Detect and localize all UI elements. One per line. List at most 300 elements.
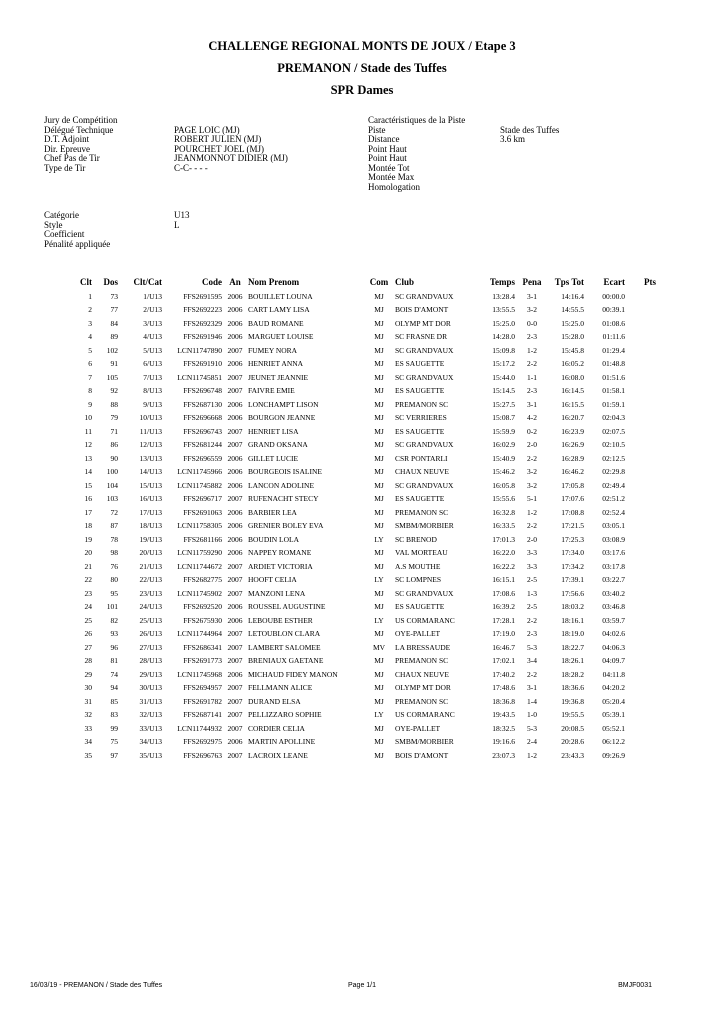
cell-penalties: 1-4 <box>527 696 537 706</box>
cell-penalties: 3-1 <box>527 683 537 692</box>
categorie-label-1: Style <box>44 219 63 230</box>
piste-value-1: Stade des Tuffes <box>500 124 560 135</box>
cell-rank-category: 15/U13 <box>139 480 162 490</box>
cell-penalties: 2-4 <box>527 737 537 746</box>
table-row <box>0 600 724 614</box>
table-row <box>0 438 724 452</box>
cell-penalties: 1-2 <box>527 750 537 760</box>
cell-club: SC LOMPNES <box>395 575 442 584</box>
cell-time: 18:32.5 <box>492 723 515 733</box>
cell-time: 15:40.9 <box>492 453 515 463</box>
cell-birth-year: 2007 <box>227 588 243 598</box>
cell-gap: 04:20.2 <box>602 683 625 692</box>
cell-total-time: 17:25.3 <box>561 534 584 544</box>
cell-birth-year: 2007 <box>227 656 243 665</box>
cell-penalties: 1-2 <box>527 507 537 517</box>
cell-birth-year: 2007 <box>227 750 243 760</box>
piste-label-4: Point Haut <box>368 153 407 163</box>
event-title: CHALLENGE REGIONAL MONTS DE JOUX / Etape 3 <box>208 39 516 53</box>
cell-total-time: 17:56.6 <box>561 588 584 598</box>
cell-gap: 02:52.4 <box>602 507 625 517</box>
cell-rank-category: 8/U13 <box>143 386 162 395</box>
cell-gap: 04:06.3 <box>602 642 625 652</box>
cell-rank-category: 9/U13 <box>143 399 162 409</box>
cell-committee: MJ <box>374 696 384 706</box>
cell-rank: 16 <box>84 494 92 503</box>
cell-committee: MJ <box>374 507 384 517</box>
cell-club: PREMANON SC <box>395 656 449 665</box>
cell-committee: MJ <box>374 359 384 368</box>
cell-total-time: 20:28.6 <box>561 737 584 746</box>
cell-licence-code: FFS2682775 <box>183 575 222 584</box>
cell-bib: 77 <box>110 305 118 314</box>
cell-time: 17:40.2 <box>492 669 515 679</box>
table-row <box>0 506 724 520</box>
cell-licence-code: LCN11744932 <box>177 723 222 733</box>
cell-birth-year: 2006 <box>227 332 243 341</box>
cell-gap: 01:59.1 <box>602 399 625 409</box>
cell-time: 17:28.1 <box>492 615 515 625</box>
cell-gap: 03:40.2 <box>602 588 625 598</box>
col-temps: Temps <box>489 277 515 287</box>
table-row <box>0 357 724 371</box>
cell-penalties: 2-3 <box>527 332 537 341</box>
categorie-value-2 <box>174 230 190 240</box>
cell-club: ES SAUGETTE <box>395 602 445 611</box>
cell-birth-year: 2006 <box>227 548 243 557</box>
cell-birth-year: 2006 <box>227 467 243 476</box>
cell-rank: 3 <box>88 318 92 328</box>
cell-gap: 03:22.7 <box>602 575 625 584</box>
piste-values <box>500 116 559 192</box>
cell-rank: 9 <box>88 399 92 409</box>
piste-label-1: Piste <box>368 124 386 135</box>
table-row <box>0 371 724 385</box>
cell-total-time: 17:34.0 <box>561 548 584 557</box>
cell-time: 13:55.5 <box>492 305 515 314</box>
cell-bib: 82 <box>110 615 118 625</box>
cell-licence-code: FFS2691773 <box>183 656 222 665</box>
cell-rank: 8 <box>88 386 92 395</box>
cell-club: SMBM/MORBIER <box>395 521 454 530</box>
table-row <box>0 519 724 533</box>
cell-committee: MJ <box>374 318 384 328</box>
cell-birth-year: 2006 <box>227 480 243 490</box>
cell-club: SC GRANDVAUX <box>395 440 454 449</box>
cell-penalties: 3-2 <box>527 467 537 476</box>
cell-total-time: 19:55.5 <box>561 710 584 719</box>
cell-gap: 03:59.7 <box>602 615 625 625</box>
table-row <box>0 492 724 506</box>
cell-time: 17:19.0 <box>492 629 515 638</box>
cell-gap: 05:39.1 <box>602 710 625 719</box>
cell-rank: 11 <box>84 426 92 436</box>
results-body <box>0 290 724 763</box>
col-tps-tot: Tps Tot <box>554 277 584 287</box>
cell-penalties: 5-3 <box>527 642 537 652</box>
col-dos: Dos <box>103 277 118 287</box>
cell-rank-category: 6/U13 <box>143 359 162 368</box>
cell-committee: MJ <box>374 413 384 422</box>
cell-rank-category: 27/U13 <box>139 642 162 652</box>
cell-licence-code: LCN11745902 <box>177 588 222 598</box>
cell-time: 16:15.1 <box>492 575 515 584</box>
table-row <box>0 749 724 763</box>
cell-birth-year: 2007 <box>227 426 243 436</box>
cell-time: 18:36.8 <box>492 696 515 706</box>
cell-birth-year: 2007 <box>227 575 243 584</box>
cell-birth-year: 2007 <box>227 723 243 733</box>
jury-label-2: D.T. Adjoint <box>44 134 90 144</box>
cell-licence-code: LCN11744964 <box>177 629 222 638</box>
category-labels <box>44 211 110 249</box>
cell-committee: MJ <box>374 602 384 611</box>
cell-birth-year: 2006 <box>227 318 243 328</box>
cell-rank: 30 <box>84 683 92 692</box>
cell-committee: MJ <box>374 426 384 436</box>
cell-total-time: 14:16.4 <box>561 291 584 301</box>
cell-birth-year: 2006 <box>227 291 243 301</box>
cell-total-time: 16:23.9 <box>561 426 584 436</box>
cell-athlete-name: NAPPEY ROMANE <box>248 548 312 557</box>
cell-time: 13:28.4 <box>492 291 515 301</box>
cell-gap: 02:04.3 <box>602 413 625 422</box>
cell-gap: 00:39.1 <box>602 305 625 314</box>
cell-licence-code: FFS2691910 <box>183 359 222 368</box>
cell-athlete-name: HENRIET LISA <box>248 426 299 436</box>
cell-licence-code: FFS2694957 <box>183 683 222 692</box>
cell-total-time: 15:45.8 <box>561 345 584 355</box>
cell-gap: 02:29.8 <box>602 467 625 476</box>
cell-birth-year: 2006 <box>227 521 243 530</box>
cell-gap: 01:51.6 <box>602 372 625 382</box>
cell-penalties: 3-4 <box>527 656 537 665</box>
cell-penalties: 2-2 <box>527 669 537 679</box>
cell-club: ES SAUGETTE <box>395 386 445 395</box>
cell-rank-category: 1/U13 <box>143 291 162 301</box>
cell-club: SC GRANDVAUX <box>395 345 454 355</box>
cell-licence-code: LCN11759290 <box>177 548 222 557</box>
col-an: An <box>229 277 241 287</box>
cell-bib: 101 <box>106 602 118 611</box>
cell-committee: LY <box>374 615 384 625</box>
cell-rank-category: 18/U13 <box>139 521 162 530</box>
cell-total-time: 17:08.8 <box>561 507 584 517</box>
col-clt-cat: Clt/Cat <box>133 277 162 287</box>
cell-club: BOIS D'AMONT <box>395 750 449 760</box>
cell-club: SC GRANDVAUX <box>395 480 454 490</box>
cell-penalties: 1-0 <box>527 710 537 719</box>
cell-athlete-name: BRENIAUX GAETANE <box>248 656 324 665</box>
cell-committee: MJ <box>374 521 384 530</box>
cell-licence-code: FFS2681166 <box>183 534 222 544</box>
cell-committee: MJ <box>374 723 384 733</box>
cell-athlete-name: MARGUET LOUISE <box>248 332 314 341</box>
cell-bib: 71 <box>110 426 118 436</box>
cell-rank-category: 3/U13 <box>143 318 162 328</box>
table-row <box>0 654 724 668</box>
cell-club: ES SAUGETTE <box>395 426 445 436</box>
cell-time: 17:08.6 <box>492 588 515 598</box>
cell-club: US CORMARANC <box>395 710 455 719</box>
cell-athlete-name: BOURGEOIS ISALINE <box>248 467 322 476</box>
table-row <box>0 708 724 722</box>
cell-licence-code: FFS2692975 <box>183 737 222 746</box>
table-row <box>0 303 724 317</box>
cell-penalties: 2-0 <box>527 534 537 544</box>
col-clt: Clt <box>80 277 92 287</box>
cell-bib: 75 <box>110 737 118 746</box>
cell-athlete-name: DURAND ELSA <box>248 696 301 706</box>
cell-total-time: 16:15.5 <box>561 399 584 409</box>
cell-bib: 94 <box>110 683 118 692</box>
cell-time: 15:14.5 <box>492 386 515 395</box>
cell-birth-year: 2006 <box>227 399 243 409</box>
cell-time: 19:43.5 <box>492 710 515 719</box>
cell-athlete-name: PELLIZZARO SOPHIE <box>248 710 322 719</box>
table-row <box>0 452 724 466</box>
cell-penalties: 5-1 <box>527 494 537 503</box>
cell-club: US CORMARANC <box>395 615 455 625</box>
cell-rank: 29 <box>84 669 92 679</box>
cell-rank-category: 13/U13 <box>139 453 162 463</box>
cell-total-time: 16:26.9 <box>561 440 584 449</box>
table-row <box>0 411 724 425</box>
cell-licence-code: FFS2681244 <box>183 440 222 449</box>
table-row <box>0 290 724 304</box>
cell-rank-category: 11/U13 <box>139 426 162 436</box>
cell-athlete-name: LEBOUBE ESTHER <box>248 615 313 625</box>
jury-labels <box>44 116 118 173</box>
cell-total-time: 17:39.1 <box>561 575 584 584</box>
jury-value-5: C-C- - - - <box>174 162 208 173</box>
cell-club: OLYMP MT DOR <box>395 318 451 328</box>
cell-penalties: 3-3 <box>527 548 537 557</box>
cell-committee: MJ <box>374 669 384 679</box>
cell-penalties: 3-2 <box>527 480 537 490</box>
cell-total-time: 23:43.3 <box>561 750 584 760</box>
cell-time: 15:25.0 <box>492 318 515 328</box>
cell-birth-year: 2006 <box>227 615 243 625</box>
table-row <box>0 735 724 749</box>
cell-club: OYE-PALLET <box>395 629 441 638</box>
cell-licence-code: LCN11745966 <box>177 467 222 476</box>
cell-bib: 90 <box>110 453 118 463</box>
cell-licence-code: FFS2696668 <box>183 413 222 422</box>
cell-penalties: 3-1 <box>527 399 537 409</box>
cell-rank: 7 <box>88 372 92 382</box>
cell-birth-year: 2006 <box>227 602 243 611</box>
cell-rank: 24 <box>84 602 92 611</box>
cell-rank: 13 <box>84 453 92 463</box>
categorie-label-2: Coefficient <box>44 229 85 239</box>
cell-total-time: 16:05.2 <box>561 359 584 368</box>
cell-athlete-name: HOOFT CELIA <box>248 575 297 584</box>
table-row <box>0 668 724 682</box>
cell-committee: MJ <box>374 399 384 409</box>
cell-athlete-name: CART LAMY LISA <box>248 305 310 314</box>
table-row <box>0 573 724 587</box>
cell-gap: 05:20.4 <box>602 696 625 706</box>
cell-total-time: 17:21.5 <box>561 521 584 530</box>
cell-rank: 4 <box>88 332 92 341</box>
cell-total-time: 16:20.7 <box>561 413 584 422</box>
cell-bib: 92 <box>110 386 118 395</box>
cell-committee: MJ <box>374 440 384 449</box>
cell-athlete-name: FELLMANN ALICE <box>248 683 313 692</box>
cell-club: PREMANON SC <box>395 696 449 706</box>
col-nom-prenom: Nom Prenom <box>248 277 300 287</box>
cell-gap: 04:09.7 <box>602 656 625 665</box>
table-row <box>0 546 724 560</box>
cell-gap: 03:17.8 <box>602 561 625 571</box>
cell-athlete-name: MANZONI LENA <box>248 588 306 598</box>
cell-rank-category: 2/U13 <box>143 305 162 314</box>
cell-licence-code: FFS2696748 <box>183 386 222 395</box>
table-row <box>0 560 724 574</box>
cell-gap: 03:05.1 <box>602 521 625 530</box>
cell-time: 15:59.9 <box>492 426 515 436</box>
cell-licence-code: FFS2696717 <box>183 494 222 503</box>
cell-gap: 03:17.6 <box>602 548 625 557</box>
jury-label-0: Jury de Compétition <box>44 115 118 125</box>
cell-licence-code: LCN11745968 <box>177 669 222 679</box>
cell-licence-code: FFS2675930 <box>183 615 222 625</box>
cell-penalties: 1-2 <box>527 345 537 355</box>
cell-club: PREMANON SC <box>395 507 449 517</box>
cell-licence-code: FFS2696763 <box>183 750 222 760</box>
cell-birth-year: 2006 <box>227 669 243 679</box>
cell-committee: MJ <box>374 629 384 638</box>
cell-bib: 89 <box>110 332 118 341</box>
cell-bib: 88 <box>110 399 118 409</box>
cell-total-time: 15:25.0 <box>561 318 584 328</box>
table-row <box>0 479 724 493</box>
categorie-label-3: Pénalité appliquée <box>44 238 111 249</box>
cell-gap: 04:11.8 <box>602 669 625 679</box>
cell-athlete-name: ROUSSEL AUGUSTINE <box>248 602 326 611</box>
cell-committee: MJ <box>374 683 384 692</box>
cell-athlete-name: FAIVRE EMIE <box>248 386 295 395</box>
cell-birth-year: 2007 <box>227 710 243 719</box>
cell-time: 15:44.0 <box>492 372 515 382</box>
cell-penalties: 2-2 <box>527 615 537 625</box>
cell-committee: MJ <box>374 561 384 571</box>
table-row <box>0 587 724 601</box>
cell-committee: LY <box>374 534 384 544</box>
cell-committee: MJ <box>374 305 384 314</box>
cell-licence-code: FFS2692520 <box>183 602 222 611</box>
cell-bib: 73 <box>110 291 118 301</box>
cell-rank-category: 31/U13 <box>139 696 162 706</box>
piste-label-6: Montée Max <box>368 172 415 182</box>
cell-penalties: 2-0 <box>527 440 537 449</box>
cell-club: OYE-PALLET <box>395 723 441 733</box>
cell-committee: MJ <box>374 291 384 301</box>
cell-rank: 2 <box>88 305 92 314</box>
cell-rank: 14 <box>84 467 92 476</box>
cell-gap: 02:12.5 <box>602 453 625 463</box>
cell-licence-code: FFS2691946 <box>183 332 222 341</box>
cell-rank-category: 17/U13 <box>139 507 162 517</box>
jury-label-5: Type de Tir <box>44 162 86 173</box>
cell-rank: 31 <box>84 696 92 706</box>
table-row <box>0 398 724 412</box>
piste-label-0: Caractéristiques de la Piste <box>368 115 466 125</box>
cell-licence-code: FFS2691063 <box>183 507 222 517</box>
piste-labels <box>368 116 465 192</box>
category-values <box>174 211 190 249</box>
cell-total-time: 18:36.6 <box>561 683 584 692</box>
footer-page-number: Page 1/1 <box>347 982 377 989</box>
cell-penalties: 2-5 <box>527 575 537 584</box>
cell-rank-category: 34/U13 <box>139 737 162 746</box>
cell-rank-category: 7/U13 <box>143 372 162 382</box>
cell-time: 16:33.5 <box>492 521 515 530</box>
cell-time: 16:05.8 <box>492 480 515 490</box>
cell-club: BOIS D'AMONT <box>395 305 449 314</box>
table-row <box>0 627 724 641</box>
cell-birth-year: 2007 <box>227 561 243 571</box>
cell-licence-code: FFS2696743 <box>183 426 222 436</box>
cell-time: 16:32.8 <box>492 507 515 517</box>
cell-bib: 95 <box>110 588 118 598</box>
categorie-label-0: Catégorie <box>44 210 79 220</box>
cell-licence-code: FFS2692223 <box>183 305 222 314</box>
cell-birth-year: 2007 <box>227 629 243 638</box>
cell-bib: 79 <box>110 413 118 422</box>
cell-committee: MJ <box>374 737 384 746</box>
jury-label-3: Dir. Epreuve <box>44 143 90 154</box>
cell-time: 14:28.0 <box>492 332 515 341</box>
cell-committee: LY <box>374 575 384 584</box>
cell-total-time: 17:05.8 <box>561 480 584 490</box>
cell-rank-category: 19/U13 <box>139 534 162 544</box>
cell-committee: MJ <box>374 480 384 490</box>
cell-penalties: 0-0 <box>527 318 537 328</box>
cell-committee: MJ <box>374 548 384 557</box>
cell-licence-code: LCN11745882 <box>177 480 222 490</box>
col-pena: Pena <box>522 277 542 287</box>
cell-rank: 12 <box>84 440 92 449</box>
cell-penalties: 2-2 <box>527 359 537 368</box>
piste-value-4 <box>500 154 559 164</box>
cell-bib: 99 <box>110 723 118 733</box>
cell-athlete-name: BOURGON JEANNE <box>248 413 316 422</box>
cell-bib: 83 <box>110 710 118 719</box>
cell-bib: 105 <box>106 372 118 382</box>
cell-bib: 76 <box>110 561 118 571</box>
cell-club: CHAUX NEUVE <box>395 467 449 476</box>
cell-rank-category: 32/U13 <box>139 710 162 719</box>
cell-bib: 84 <box>110 318 118 328</box>
cell-time: 16:39.2 <box>492 602 515 611</box>
cell-rank-category: 12/U13 <box>139 440 162 449</box>
cell-birth-year: 2006 <box>227 507 243 517</box>
cell-committee: MJ <box>374 656 384 665</box>
table-row <box>0 317 724 331</box>
cell-athlete-name: JEUNET JEANNIE <box>248 372 309 382</box>
cell-birth-year: 2006 <box>227 453 243 463</box>
cell-bib: 97 <box>110 750 118 760</box>
cell-time: 17:02.1 <box>492 656 515 665</box>
cell-penalties: 4-2 <box>527 413 537 422</box>
table-row <box>0 425 724 439</box>
cell-club: ES SAUGETTE <box>395 359 445 368</box>
cell-penalties: 1-3 <box>527 588 537 598</box>
categorie-value-1: L <box>174 219 180 230</box>
jury-value-3: POURCHET JOEL (MJ) <box>174 143 265 154</box>
